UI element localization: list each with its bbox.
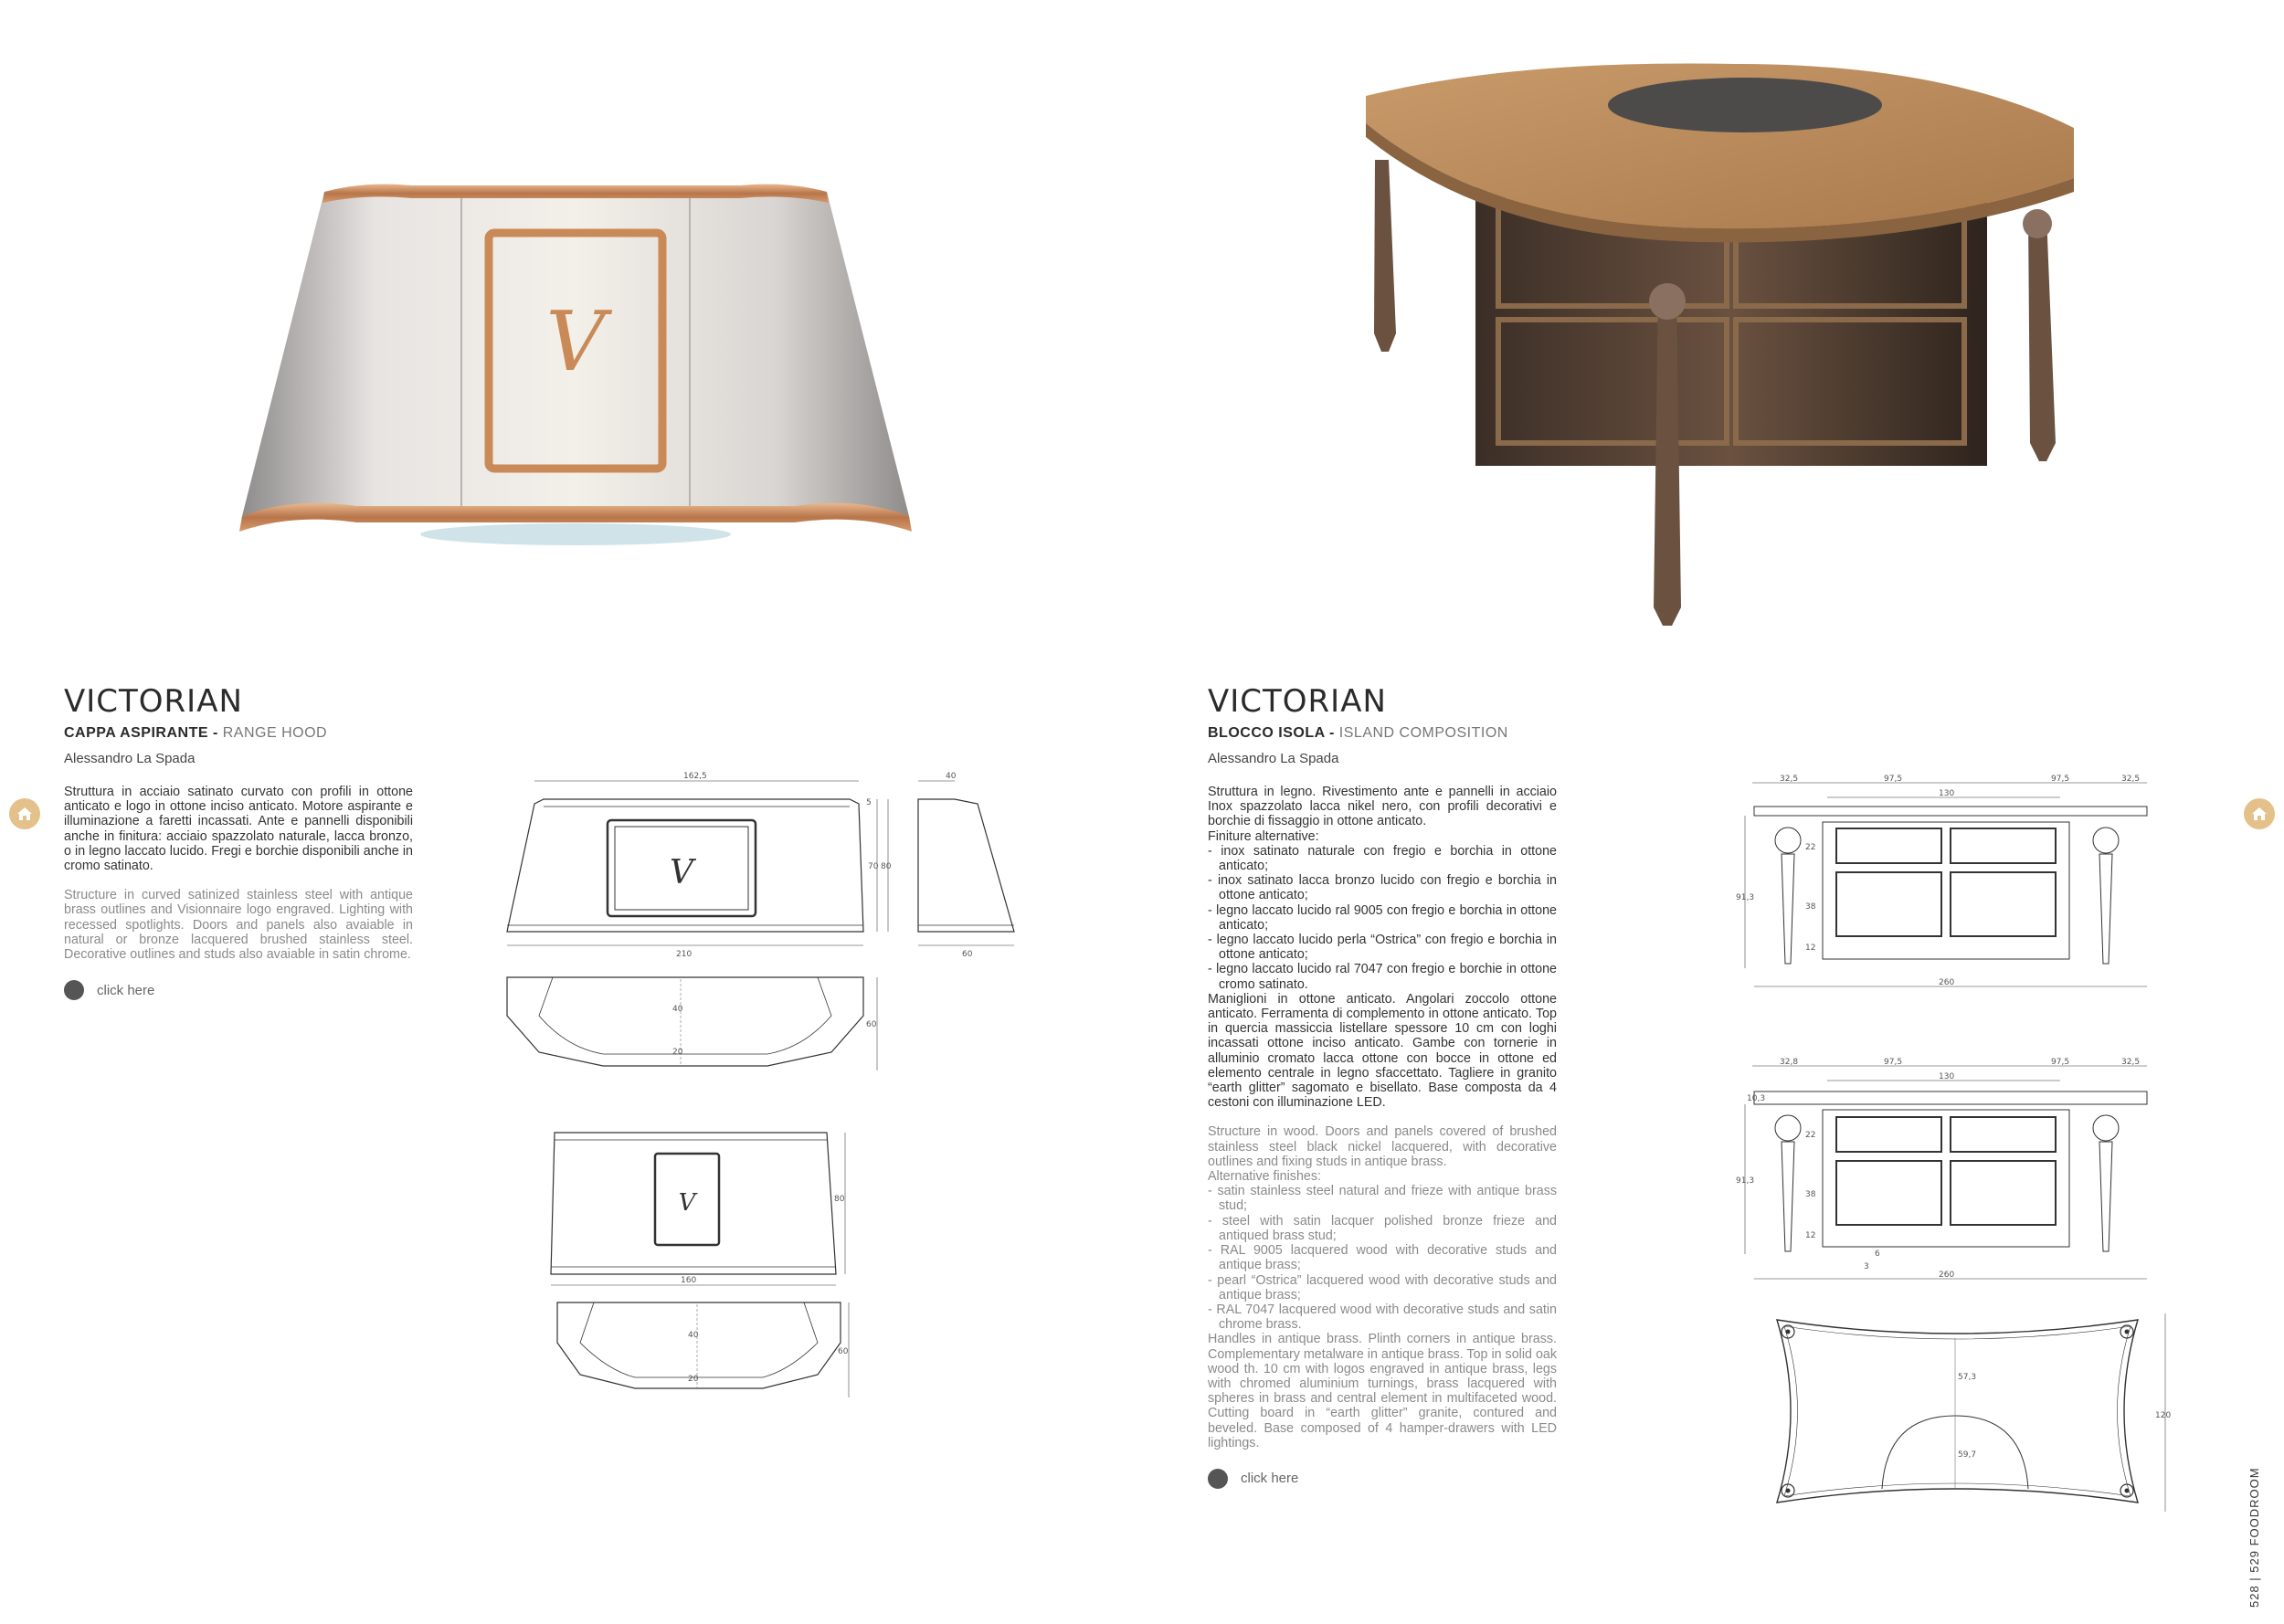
home-icon	[16, 805, 34, 823]
left-subtitle-sep: -	[208, 725, 223, 741]
right-subtitle-sep: -	[1325, 725, 1339, 741]
dim-label: 210	[676, 950, 693, 959]
dim-label: 97,5	[1884, 775, 1903, 784]
right-en-finishes-list	[1208, 1184, 1557, 1332]
dim-label: 60	[866, 1020, 877, 1029]
island-photo	[1352, 59, 2083, 635]
svg-text:V: V	[678, 1189, 696, 1217]
left-product-subtitle	[64, 725, 413, 742]
hood-side-drawing	[909, 772, 1019, 964]
range-hood-photo	[228, 174, 923, 557]
dim-label: 162,5	[683, 772, 707, 781]
dim-label: 38	[1805, 902, 1816, 912]
dim-label: 160	[681, 1276, 697, 1285]
dim-label: 40	[946, 772, 957, 781]
dim-label: 40	[672, 1005, 683, 1014]
dim-label: 22	[1805, 1131, 1816, 1140]
right-it-rest: Maniglioni in ottone anticato. Angolari zoccolo ottone anticato. Ferramenta di complemento in ottone anticato. Top in quercia massiccia listellare spessore 10 cm con loghi incassati ottone inciso anticato. Gambe con tornerie in alluminio cromato lacca ottone con bocce in ottone ed elemento centrale in legno sfaccettato. Tagliere in granito “earth glitter” sagomato e bisellato. Base composta da 4 cestoni con illuminazione LED.	[1208, 991, 1557, 1111]
dim-label: 70	[868, 862, 879, 871]
left-desc-it: Struttura in acciaio satinato curvato con profili in ottone anticato e logo in ottone inciso anticato. Motore aspirante e illuminazione a faretti incassati. Ante e pannelli disponibili anche in finitura: acciaio spazzolato naturale, lacca bronzo, o in legno laccato lucido. Fregi e borchie disponibili anche in cromo satinato.	[64, 785, 413, 874]
dim-label: 32,8	[1780, 1058, 1799, 1067]
dim-label: 97,5	[2051, 1058, 2070, 1067]
list-item: - satin stainless steel natural and frieze with antique brass stud;	[1208, 1184, 1557, 1213]
right-en-intro: Structure in wood. Doors and panels covered of brushed stainless steel black nickel lacquered, with decorative outlines and fixing studs in antique brass.	[1208, 1124, 1557, 1169]
dim-label: 32,5	[1780, 775, 1799, 784]
dim-label: 120	[2155, 1411, 2172, 1420]
dim-label: 80	[881, 862, 892, 871]
list-item: - legno laccato lucido ral 7047 con fregio e borchie in ottone cromo satinato.	[1208, 962, 1557, 991]
home-icon	[2250, 805, 2268, 823]
dim-label: 22	[1805, 843, 1816, 852]
island-plan-drawing	[1759, 1306, 2197, 1525]
right-product-subtitle	[1208, 725, 1557, 742]
right-product-title: VICTORIAN	[1208, 683, 1387, 720]
dim-label: 60	[962, 950, 973, 959]
right-click-label: click here	[1241, 1471, 1299, 1487]
dim-label: 97,5	[1884, 1058, 1903, 1067]
dim-label: 6	[1875, 1250, 1880, 1259]
island-front-drawing-2	[1736, 1055, 2156, 1292]
dim-label: 97,5	[2051, 775, 2070, 784]
dim-label: 5	[866, 798, 872, 807]
svg-text:V: V	[670, 854, 693, 891]
dim-label: 38	[1805, 1190, 1816, 1199]
left-product-title: VICTORIAN	[64, 683, 243, 720]
right-desc-it	[1208, 785, 1557, 1110]
right-desc-en	[1208, 1124, 1557, 1450]
dim-label: 32,5	[2121, 1058, 2141, 1067]
dim-label: 80	[834, 1195, 845, 1204]
hood-front-drawing	[493, 772, 895, 964]
list-item: - inox satinato naturale con fregio e borchia in ottone anticato;	[1208, 844, 1557, 873]
left-subtitle-it: CAPPA ASPIRANTE	[64, 725, 209, 741]
dim-label: 59,7	[1958, 1450, 1977, 1460]
dim-label: 260	[1939, 978, 1955, 987]
dim-label: 20	[688, 1375, 699, 1384]
link-dot-icon	[1208, 1469, 1228, 1489]
right-it-finishes-head: Finiture alternative:	[1208, 828, 1319, 844]
island-front-drawing	[1736, 772, 2156, 1009]
dim-label: 260	[1939, 1271, 1955, 1280]
dim-label: 12	[1805, 944, 1816, 953]
dim-label: 57,3	[1958, 1373, 1977, 1382]
dim-label: 32,5	[2121, 775, 2141, 784]
home-button-left[interactable]	[9, 798, 40, 829]
dim-label: 12	[1805, 1231, 1816, 1240]
dim-label: 91,3	[1736, 893, 1755, 902]
left-subtitle-en: RANGE HOOD	[222, 725, 328, 741]
left-desc-en: Structure in curved satinized stainless steel with antique brass outlines and Visionnaire logo engraved. Lighting with recessed spotlights. Doors and panels also avaiable in natural or bronze lacquered brushed stainless steel. Decorative outlines and studs also avaiable in satin chrome.	[64, 888, 413, 963]
list-item: - RAL 9005 lacquered wood with decorative studs and antique brass;	[1208, 1243, 1557, 1272]
list-item: - steel with satin lacquer polished bronze frieze and antiqued brass stud;	[1208, 1214, 1557, 1243]
right-en-finishes-head: Alternative finishes:	[1208, 1169, 1321, 1185]
home-button-right[interactable]	[2244, 798, 2275, 829]
dim-label: 20	[672, 1048, 683, 1057]
dim-label: 130	[1939, 789, 1955, 798]
right-subtitle-it: BLOCCO ISOLA	[1208, 725, 1326, 741]
right-click-here[interactable]	[1208, 1469, 1557, 1489]
link-dot-icon	[64, 980, 84, 1000]
dim-label: 3	[1864, 1262, 1869, 1271]
list-item: - legno laccato lucido perla “Ostrica” con fregio e borchia in ottone anticato;	[1208, 933, 1557, 962]
list-item: - legno laccato lucido ral 9005 con fregio e borchia in ottone anticato;	[1208, 903, 1557, 933]
left-click-here[interactable]	[64, 980, 413, 1000]
right-designer: Alessandro La Spada	[1208, 751, 1339, 766]
list-item: - pearl “Ostrica” lacquered wood with decorative studs and antique brass;	[1208, 1273, 1557, 1302]
list-item: - inox satinato lacca bronzo lucido con fregio e borchia in ottone anticato;	[1208, 873, 1557, 902]
right-it-finishes-list	[1208, 844, 1557, 992]
right-product-info	[1208, 683, 1557, 1489]
hood-small-plan-drawing	[544, 1297, 854, 1407]
list-item: - RAL 7047 lacquered wood with decorative studs and satin chrome brass.	[1208, 1302, 1557, 1332]
dim-label: 10,3	[1747, 1094, 1766, 1103]
right-subtitle-en: ISLAND COMPOSITION	[1338, 725, 1508, 741]
hood-plan-drawing	[493, 970, 895, 1089]
dim-label: 91,3	[1736, 1176, 1755, 1186]
hood-small-drawing	[544, 1128, 854, 1292]
page-folio: 528 | 529 FOODROOM	[2247, 1467, 2261, 1608]
right-en-rest: Handles in antique brass. Plinth corners in antique brass. Complementary metalware in antique brass. Top in solid oak wood th. 10 cm with logos engraved in antique brass, legs with chromed aluminium turnings, brass lacquered with spheres in brass and central element in multifaceted wood. Cutting board in “earth glitter” granite, contured and beveled. Base composed of 4 hamper-drawers with LED lightings.	[1208, 1332, 1557, 1450]
left-product-info	[64, 683, 413, 1000]
dim-label: 60	[838, 1347, 849, 1356]
right-it-intro: Struttura in legno. Rivestimento ante e pannelli in acciaio Inox spazzolato lacca nikel nero, con profili decorativi e borchie di fissaggio in ottone anticato.	[1208, 785, 1557, 829]
left-designer: Alessandro La Spada	[64, 751, 196, 766]
dim-label: 130	[1939, 1072, 1955, 1081]
svg-text:V: V	[545, 294, 606, 390]
dim-label: 40	[688, 1331, 699, 1340]
left-click-label: click here	[97, 982, 155, 998]
